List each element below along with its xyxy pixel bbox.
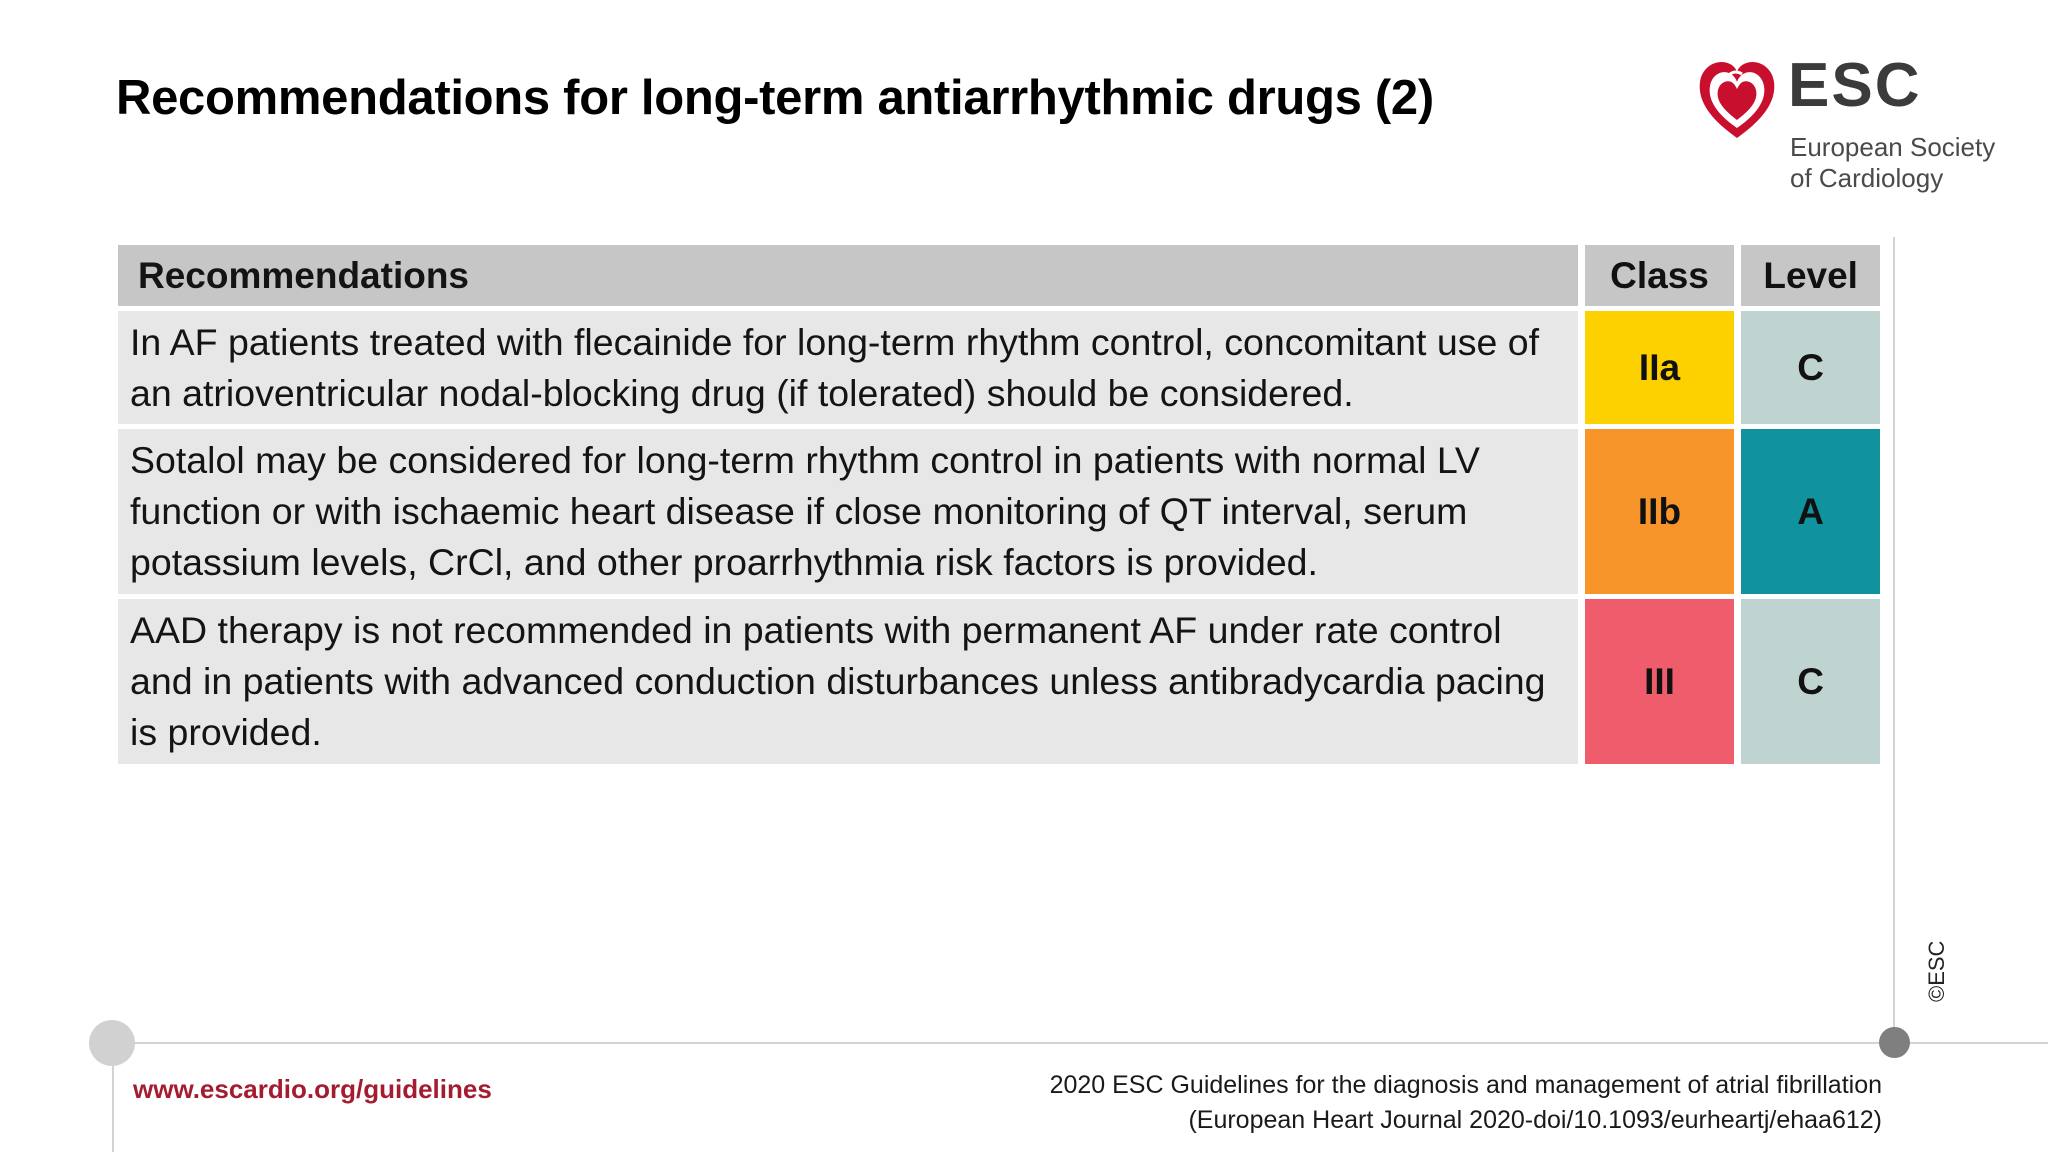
class-badge: IIa: [1585, 311, 1735, 424]
header-class: Class: [1585, 245, 1735, 306]
class-badge: III: [1585, 599, 1735, 764]
logo-line-2: of Cardiology: [1790, 163, 1944, 193]
copyright-notice: ©ESC: [1924, 940, 1949, 1002]
right-decorative-dot: [1879, 1027, 1910, 1058]
heart-logo-icon: [1696, 58, 1778, 142]
recommendation-text: Sotalol may be considered for long-term rhythm control in patients with normal LV function or with ischaemic heart disease if close monitoring of QT interval, serum potassium levels, CrCl, and other proarrhythmia risk factors is provided.: [118, 429, 1578, 594]
level-badge: C: [1741, 599, 1880, 764]
citation-line-1: 2020 ESC Guidelines for the diagnosis and management of atrial fibrillation: [1049, 1071, 1882, 1099]
recommendation-text: AAD therapy is not recommended in patients with permanent AF under rate control and in patients with advanced conduction disturbances unless antibradycardia pacing is provided.: [118, 599, 1578, 764]
left-decorative-dot: [89, 1020, 135, 1066]
right-guide-line: [1893, 237, 1895, 1043]
citation: [1050, 1068, 1882, 1138]
esc-logo: [1696, 51, 1996, 204]
header-level: Level: [1741, 245, 1880, 306]
header-recommendations: Recommendations: [118, 245, 1578, 306]
recommendation-text: In AF patients treated with flecainide for long-term rhythm control, concomitant use of an atrioventricular nodal-blocking drug (if tolerated) should be considered.: [118, 311, 1578, 424]
citation-line-2: (European Heart Journal 2020-doi/10.1093/eurheartj/ehaa612): [1188, 1106, 1882, 1134]
table-header-row: [118, 245, 1880, 306]
logo-subtitle: [1790, 132, 1995, 194]
table-row: [118, 429, 1880, 594]
guidelines-link[interactable]: www.escardio.org/guidelines: [133, 1074, 492, 1104]
logo-abbreviation: ESC: [1788, 51, 1922, 120]
table-row: [118, 599, 1880, 764]
logo-line-1: European Society: [1790, 132, 1996, 162]
level-badge: C: [1741, 311, 1880, 424]
page-title: Recommendations for long-term antiarrhythmic drugs (2): [116, 71, 1434, 125]
footer-divider: [112, 1042, 2048, 1044]
level-badge: A: [1741, 429, 1880, 594]
table-row: [118, 311, 1880, 424]
class-badge: IIb: [1585, 429, 1735, 594]
recommendations-table: [118, 245, 1880, 769]
